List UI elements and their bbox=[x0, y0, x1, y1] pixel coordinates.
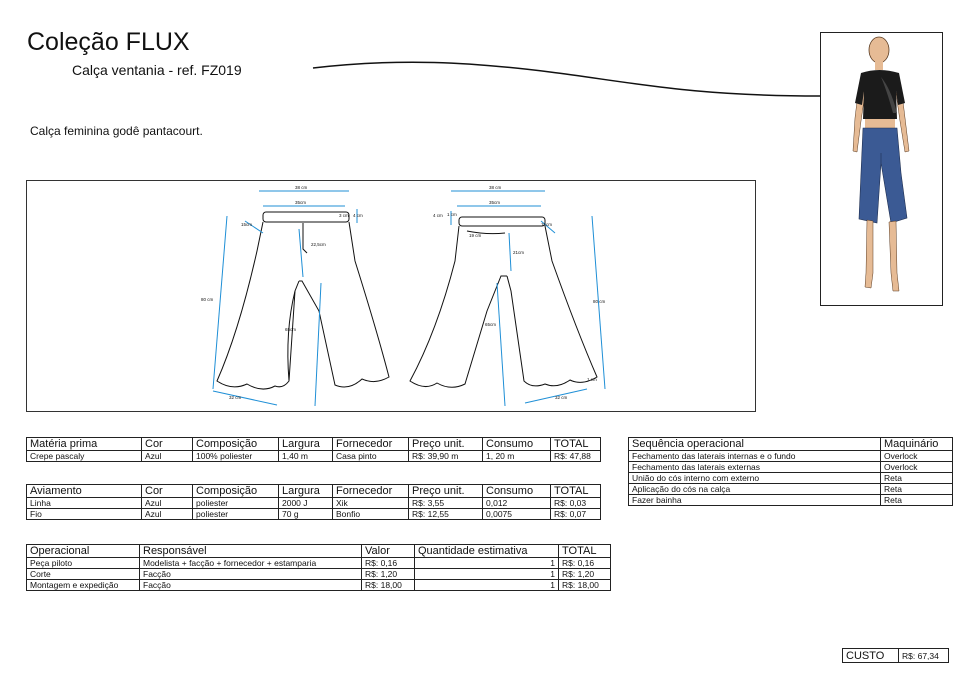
back-hem-label: 32 cm bbox=[555, 395, 568, 400]
custo-table bbox=[842, 648, 949, 663]
header-cor: Cor bbox=[142, 438, 193, 451]
cell-total: R$: 18,00 bbox=[559, 580, 611, 591]
table-row bbox=[629, 484, 953, 495]
table-row bbox=[629, 451, 953, 462]
header-valor: Valor bbox=[362, 545, 415, 558]
header-total: TOTAL bbox=[551, 438, 601, 451]
cell-responsible: Facção bbox=[140, 569, 362, 580]
header-largura: Largura bbox=[279, 485, 333, 498]
back-seat-label: 19 cm bbox=[469, 233, 482, 238]
front-waist-inner-label: 35cm bbox=[295, 200, 307, 205]
header-materia-prima: Matéria prima bbox=[27, 438, 142, 451]
front-hip-side-label: 15cm bbox=[241, 222, 253, 227]
cell-item: Fio bbox=[27, 509, 142, 520]
cell-operation: Peça piloto bbox=[27, 558, 140, 569]
cell-supplier: Casa pinto bbox=[333, 451, 409, 462]
cell-value: R$: 18,00 bbox=[362, 580, 415, 591]
cell-machine: Reta bbox=[881, 495, 953, 506]
cell-width: 2000 J bbox=[279, 498, 333, 509]
cell-responsible: Modelista + facção + fornecedor + estamparia bbox=[140, 558, 362, 569]
cell-consumption: 1, 20 m bbox=[483, 451, 551, 462]
cell-operation: Corte bbox=[27, 569, 140, 580]
table-header-row bbox=[27, 485, 601, 498]
table-header-row bbox=[27, 438, 601, 451]
cell-supplier: Bonfio bbox=[333, 509, 409, 520]
materia-prima-table bbox=[26, 437, 601, 462]
decorative-wave bbox=[310, 52, 822, 102]
cell-machine: Overlock bbox=[881, 462, 953, 473]
cell-unit-price: R$: 39,90 m bbox=[409, 451, 483, 462]
cell-quantity: 1 bbox=[415, 558, 559, 569]
cell-color: Azul bbox=[142, 509, 193, 520]
table-row bbox=[27, 498, 601, 509]
header-cor: Cor bbox=[142, 485, 193, 498]
front-waistband-inner-label: 3 cm bbox=[339, 213, 349, 218]
table-row bbox=[629, 462, 953, 473]
front-inseam-label: 65cm bbox=[285, 327, 297, 332]
sequencia-operacional-table bbox=[628, 437, 953, 506]
cell-composition: poliester bbox=[193, 498, 279, 509]
back-waistband-inner-label: 1 cm bbox=[447, 212, 457, 217]
cell-width: 1,40 m bbox=[279, 451, 333, 462]
back-inseam-label: 65cm bbox=[485, 322, 497, 327]
cell-total: R$: 0,16 bbox=[559, 558, 611, 569]
header-total: TOTAL bbox=[551, 485, 601, 498]
cell-step: Aplicação do cós na calça bbox=[629, 484, 881, 495]
cell-supplier: Xik bbox=[333, 498, 409, 509]
cell-consumption: 0,012 bbox=[483, 498, 551, 509]
table-header-row bbox=[27, 545, 611, 558]
header-composicao: Composição bbox=[193, 438, 279, 451]
cost-label: CUSTO bbox=[843, 649, 899, 663]
header-total: TOTAL bbox=[559, 545, 611, 558]
back-view-drawing bbox=[410, 217, 597, 387]
header-composicao: Composição bbox=[193, 485, 279, 498]
technical-drawing-frame bbox=[26, 180, 756, 412]
header-consumo: Consumo bbox=[483, 485, 551, 498]
table-row bbox=[27, 558, 611, 569]
back-rise-label: 21cm bbox=[513, 250, 525, 255]
table-row bbox=[27, 580, 611, 591]
model-illustration bbox=[821, 33, 941, 304]
cell-quantity: 1 bbox=[415, 569, 559, 580]
cell-unit-price: R$: 12,55 bbox=[409, 509, 483, 520]
cell-quantity: 1 bbox=[415, 580, 559, 591]
back-waist-total-label: 38 cm bbox=[489, 185, 502, 190]
operacional-table bbox=[26, 544, 611, 591]
back-waist-inner-label: 35cm bbox=[489, 200, 501, 205]
technical-drawing bbox=[27, 181, 755, 411]
product-subtitle: Calça ventania - ref. FZ019 bbox=[72, 62, 242, 78]
cell-operation: Montagem e expedição bbox=[27, 580, 140, 591]
header-largura: Largura bbox=[279, 438, 333, 451]
table-row bbox=[843, 649, 949, 663]
back-waistband-label: 4 cm bbox=[433, 213, 443, 218]
front-view-drawing bbox=[217, 212, 389, 389]
table-row bbox=[629, 473, 953, 484]
header-sequencia: Sequência operacional bbox=[629, 438, 881, 451]
header-preco-unit: Preço unit. bbox=[409, 438, 483, 451]
cell-color: Azul bbox=[142, 451, 193, 462]
cell-consumption: 0,0075 bbox=[483, 509, 551, 520]
cell-item: Linha bbox=[27, 498, 142, 509]
cell-step: Fazer bainha bbox=[629, 495, 881, 506]
product-description: Calça feminina godê pantacourt. bbox=[30, 124, 203, 138]
header-consumo: Consumo bbox=[483, 438, 551, 451]
cell-material: Crepe pascaly bbox=[27, 451, 142, 462]
cell-value: R$: 1,20 bbox=[362, 569, 415, 580]
front-length-label: 80 cm bbox=[201, 297, 214, 302]
cell-responsible: Facção bbox=[140, 580, 362, 591]
front-waistband-label: 4 cm bbox=[353, 213, 363, 218]
header-responsavel: Responsável bbox=[140, 545, 362, 558]
cell-total: R$: 0,03 bbox=[551, 498, 601, 509]
table-row bbox=[27, 569, 611, 580]
header-aviamento: Aviamento bbox=[27, 485, 142, 498]
back-length-label: 80 cm bbox=[593, 299, 606, 304]
cell-color: Azul bbox=[142, 498, 193, 509]
table-header-row bbox=[629, 438, 953, 451]
cell-total: R$: 1,20 bbox=[559, 569, 611, 580]
cell-total: R$: 47,88 bbox=[551, 451, 601, 462]
cell-machine: Reta bbox=[881, 473, 953, 484]
table-row bbox=[27, 509, 601, 520]
cell-step: União do cós interno com externo bbox=[629, 473, 881, 484]
back-hip-side-label: 15cm bbox=[541, 222, 553, 227]
cell-machine: Overlock bbox=[881, 451, 953, 462]
collection-title: Coleção FLUX bbox=[27, 28, 190, 56]
cell-value: R$: 0,16 bbox=[362, 558, 415, 569]
header-fornecedor: Fornecedor bbox=[333, 438, 409, 451]
model-illustration-frame bbox=[820, 32, 943, 306]
table-row bbox=[27, 451, 601, 462]
cell-composition: poliester bbox=[193, 509, 279, 520]
back-hem-side-label: 1 cm bbox=[587, 377, 597, 382]
cell-unit-price: R$: 3,55 bbox=[409, 498, 483, 509]
table-row bbox=[629, 495, 953, 506]
front-waist-total-label: 38 cm bbox=[295, 185, 308, 190]
cost-value: R$: 67,34 bbox=[899, 649, 949, 663]
cell-step: Fechamento das laterais internas e o fundo bbox=[629, 451, 881, 462]
header-preco-unit: Preço unit. bbox=[409, 485, 483, 498]
header-maquinario: Maquinário bbox=[881, 438, 953, 451]
cell-total: R$: 0,07 bbox=[551, 509, 601, 520]
cell-width: 70 g bbox=[279, 509, 333, 520]
cell-composition: 100% poliester bbox=[193, 451, 279, 462]
cell-step: Fechamento das laterais externas bbox=[629, 462, 881, 473]
front-rise-label: 22,5cm bbox=[311, 242, 326, 247]
header-operacional: Operacional bbox=[27, 545, 140, 558]
header-quantidade: Quantidade estimativa bbox=[415, 545, 559, 558]
front-hem-label: 32 cm bbox=[229, 395, 242, 400]
cell-machine: Reta bbox=[881, 484, 953, 495]
header-fornecedor: Fornecedor bbox=[333, 485, 409, 498]
aviamento-table bbox=[26, 484, 601, 520]
